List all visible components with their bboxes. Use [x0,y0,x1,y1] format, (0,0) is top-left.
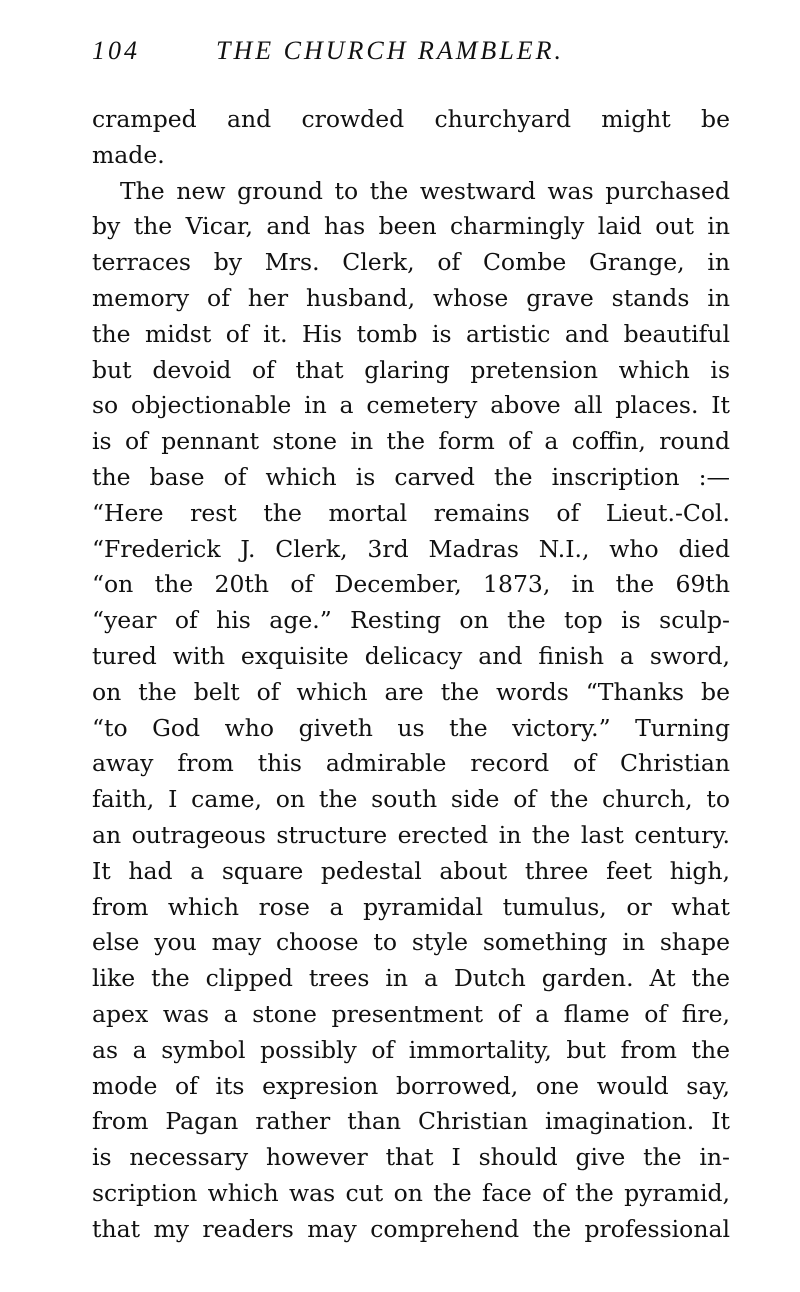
text-line: on the belt of which are the words “Thanks be [92,677,730,706]
text-line: apex was a stone presentment of a flame of fire, [92,999,730,1028]
text-line: “on the 20th of December, 1873, in the 69th [92,570,730,599]
text-line: scription which was cut on the face of the pyramid, [92,1178,730,1207]
running-title: THE CHURCH RAMBLER. [216,36,565,65]
text-line: is of pennant stone in the form of a coffin, round [92,427,730,456]
text-line: faith, I came, on the south side of the church, to [92,785,730,814]
text-line: the midst of it. His tomb is artistic and beautiful [92,319,730,348]
text-line: else you may choose to style something in shape [92,928,730,957]
text-line: by the Vicar, and has been charmingly laid out in [92,212,730,241]
text-line: “to God who giveth us the victory.” Turning [92,713,730,742]
text-line: terraces by Mrs. Clerk, of Combe Grange, in [92,248,730,277]
text-line: It had a square pedestal about three feet high, [92,856,730,885]
text-line: tured with exquisite delicacy and finish a sword, [92,641,730,670]
text-line: “year of his age.” Resting on the top is sculp- [92,606,730,635]
text-line: cramped and crowded churchyard might be [92,105,730,133]
text-line: like the clipped trees in a Dutch garden. At the [92,964,730,993]
text-line: so objectionable in a cemetery above all places. It [92,391,730,420]
page-number: 104 [92,36,140,65]
text-line: mode of its expresion borrowed, one would say, [92,1071,730,1100]
text-line: “Frederick J. Clerk, 3rd Madras N.I., who died [92,534,730,563]
text-line: but devoid of that glaring pretension which is [92,355,730,384]
text-line: memory of her husband, whose grave stands in [92,283,730,312]
body-text [92,102,730,1248]
text-line: an outrageous structure erected in the last century. [92,820,730,849]
text-line: “Here rest the mortal remains of Lieut.-Col. [92,498,730,527]
text-line: from Pagan rather than Christian imagination. It [92,1107,730,1136]
text-line: the base of which is carved the inscription :— [92,462,730,491]
text-line: from which rose a pyramidal tumulus, or what [92,892,730,921]
text-line: as a symbol possibly of immortality, but from the [92,1035,730,1064]
text-line: made. [92,140,165,169]
text-line: away from this admirable record of Christian [92,749,730,778]
text-line: that my readers may comprehend the professional [92,1214,730,1243]
text-line: The new ground to the westward was purchased [120,176,730,205]
text-line: is necessary however that I should give the in- [92,1143,730,1172]
running-head [92,36,732,66]
